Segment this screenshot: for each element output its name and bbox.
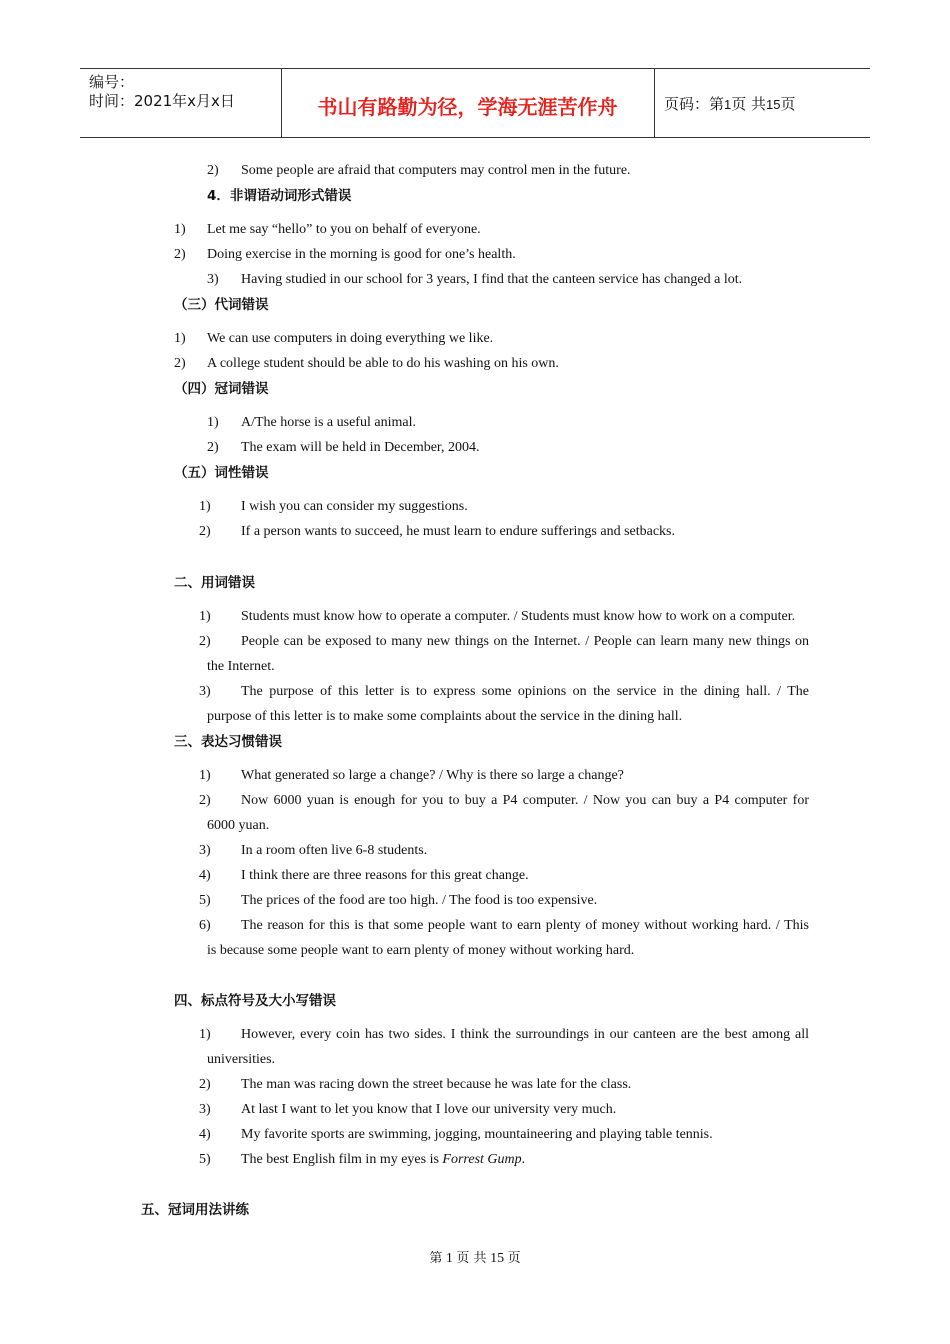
list-number: 2) <box>199 524 211 539</box>
header-motto-cell <box>281 69 655 137</box>
list-item: The purpose of this letter is to express some opinions on the service in the dining hall. / The <box>241 684 809 699</box>
page-code-label: 页码：第 <box>664 95 725 113</box>
list-item: The reason for this is that some people want to earn plenty of money without working hard. / This <box>241 918 809 933</box>
list-number: 3) <box>199 1102 211 1117</box>
list-item: My favorite sports are swimming, jogging, mountaineering and playing table tennis. <box>241 1127 713 1142</box>
header-meta-cell <box>80 69 282 137</box>
list-number: 2) <box>174 356 186 371</box>
footer-post: 页 <box>507 1251 521 1266</box>
page-code-current: 1 <box>724 97 732 112</box>
list-item: At last I want to let you know that I love our university very much. <box>241 1102 617 1117</box>
list-item-continued: 6000 yuan. <box>207 818 270 833</box>
list-number: 1) <box>199 1027 211 1042</box>
list-item: Doing exercise in the morning is good for one’s health. <box>207 247 516 262</box>
section-heading-punctuation: 四、标点符号及大小写错误 <box>174 993 336 1009</box>
list-item: The exam will be held in December, 2004. <box>241 440 480 455</box>
list-item: The man was racing down the street because he was late for the class. <box>241 1077 632 1092</box>
section-heading-article: （四）冠词错误 <box>174 381 269 397</box>
list-number: 2) <box>199 634 211 649</box>
list-number: 2) <box>207 440 219 455</box>
list-number: 2) <box>199 793 211 808</box>
list-number: 1) <box>174 222 186 237</box>
list-item: I think there are three reasons for this great change. <box>241 868 529 883</box>
section-heading-nonfinite: 4．非谓语动词形式错误 <box>207 188 352 204</box>
list-item: A college student should be able to do his washing on his own. <box>207 356 559 371</box>
section-heading-word-usage: 二、用词错误 <box>174 575 255 591</box>
footer-total-pages: 15 <box>490 1251 505 1266</box>
page-code-mid: 页 共 <box>731 95 767 113</box>
motto: 书山有路勤为径，学海无涯苦作舟 <box>317 95 618 119</box>
item-text-end: . <box>521 1152 526 1167</box>
section-heading-pos: （五）词性错误 <box>174 465 269 481</box>
list-number: 1) <box>199 499 211 514</box>
footer-current-page: 1 <box>445 1251 453 1266</box>
list-number: 1) <box>199 609 211 624</box>
list-item: In a room often live 6-8 students. <box>241 843 428 858</box>
list-item: The prices of the food are too high. / The food is too expensive. <box>241 893 598 908</box>
list-item-continued: universities. <box>207 1052 276 1067</box>
footer-mid: 页 共 <box>456 1251 487 1266</box>
time-label: 时间：2021年x月x日 <box>89 92 235 110</box>
list-item: However, every coin has two sides. I think the surroundings in our canteen are the best among all <box>241 1027 809 1042</box>
page-footer <box>0 1247 950 1267</box>
list-item: I wish you can consider my suggestions. <box>241 499 468 514</box>
list-item: If a person wants to succeed, he must learn to endure sufferings and setbacks. <box>241 524 675 539</box>
section-heading-pronoun: （三）代词错误 <box>174 297 269 313</box>
list-number: 1) <box>207 415 219 430</box>
list-number: 1) <box>174 331 186 346</box>
section-heading-article-usage: 五、冠词用法讲练 <box>141 1202 249 1218</box>
list-item-continued: is because some people want to earn plenty of money without working hard. <box>207 943 635 958</box>
section-heading-expression: 三、表达习惯错误 <box>174 734 282 750</box>
page-code <box>664 93 796 114</box>
list-number: 2) <box>174 247 186 262</box>
page-code-total: 15 <box>766 97 781 112</box>
list-item: What generated so large a change? / Why is there so large a change? <box>241 768 624 783</box>
page-code-end: 页 <box>780 95 796 113</box>
serial-label: 编号： <box>89 73 135 91</box>
list-item: Let me say “hello” to you on behalf of everyone. <box>207 222 481 237</box>
list-number: 3) <box>199 684 211 699</box>
list-number: 3) <box>199 843 211 858</box>
list-number: 4) <box>199 1127 211 1142</box>
footer-pre: 第 <box>429 1251 443 1266</box>
list-number: 5) <box>199 1152 211 1167</box>
list-number: 1) <box>199 768 211 783</box>
list-item: A/The horse is a useful animal. <box>241 415 416 430</box>
list-item: Students must know how to operate a computer. / Students must know how to work on a computer. <box>241 609 796 624</box>
list-item: Having studied in our school for 3 years, I find that the canteen service has changed a lot. <box>241 272 743 287</box>
list-number: 6) <box>199 918 211 933</box>
list-item: We can use computers in doing everything we like. <box>207 331 494 346</box>
film-title: Forrest Gump <box>442 1152 522 1167</box>
header-page-cell <box>655 69 870 137</box>
list-item: Some people are afraid that computers may control men in the future. <box>241 163 631 178</box>
list-item-continued: purpose of this letter is to make some complaints about the service in the dining hall. <box>207 709 683 724</box>
list-number: 2) <box>207 163 219 178</box>
list-item-continued: the Internet. <box>207 659 275 674</box>
list-number: 5) <box>199 893 211 908</box>
list-number: 4) <box>199 868 211 883</box>
page-header <box>80 68 870 138</box>
list-item: Now 6000 yuan is enough for you to buy a P4 computer. / Now you can buy a P4 computer for <box>241 793 809 808</box>
item-text: The best English film in my eyes is <box>241 1152 443 1167</box>
list-number: 2) <box>199 1077 211 1092</box>
list-item <box>241 1151 525 1169</box>
list-item: People can be exposed to many new things on the Internet. / People can learn many new things on <box>241 634 809 649</box>
list-number: 3) <box>207 272 219 287</box>
